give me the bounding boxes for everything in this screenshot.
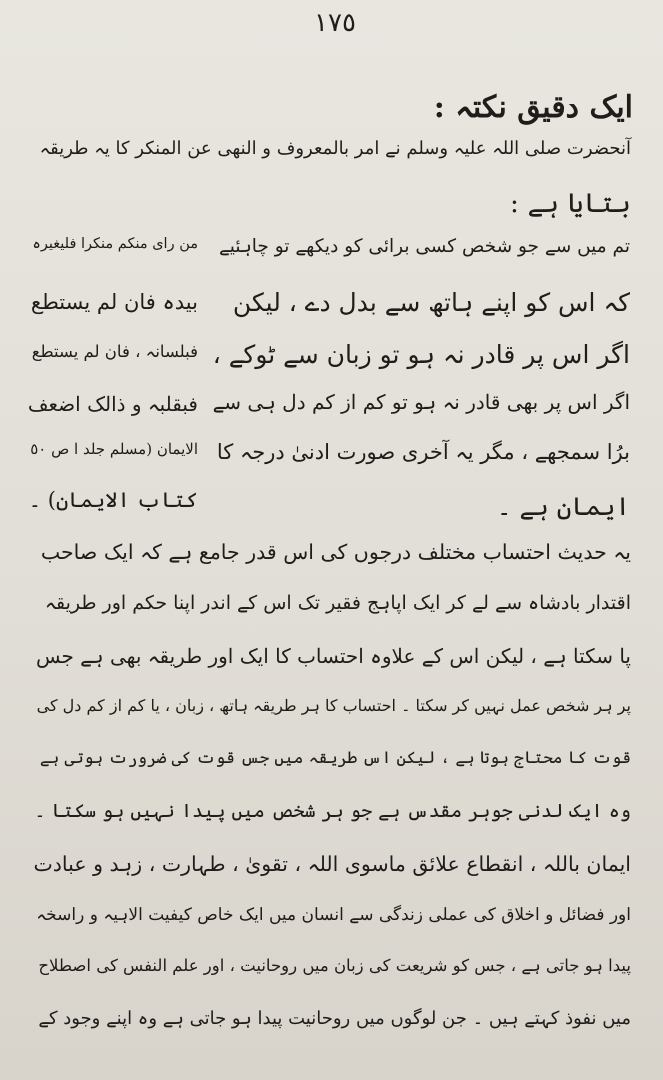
hadith-line: کتاب الایمان) ۔ xyxy=(28,488,198,512)
translation-line: تم میں سے جو شخص کسی برائی کو دیکھے تو چاہئیے xyxy=(218,236,630,257)
translation-line: برُا سمجھے ، مگر یہ آخری صورت ادنیٰ درجہ کا xyxy=(216,440,630,464)
translation-line: ایمان ہے ۔ xyxy=(496,492,630,521)
hadith-line: الایمان (مسلم جلد ا ص ٥٠ xyxy=(30,440,198,458)
body-line: میں نفوذ کہتے ہیں ۔ جن لوگوں میں روحانیت پیدا ہو جاتی ہے وہ اپنے وجود کے xyxy=(38,1008,631,1029)
translation-line: اگر اس پر قادر نہ ہو تو زبان سے ٹوکے ، xyxy=(212,340,630,369)
body-line: قوت کا محتاج ہوتا ہے ، لیکن اس طریقہ میں جس قوت کی ضرورت ہوتی ہے xyxy=(39,748,631,767)
body-line: پا سکتا ہے ، لیکن اس کے علاوہ احتساب کا ایک اور طریقہ بھی ہے جس xyxy=(35,644,631,668)
page-number: ١٧٥ xyxy=(314,8,356,38)
section-heading: ایک دقیق نکتہ : xyxy=(433,90,633,125)
body-line: اقتدار بادشاہ سے لے کر ایک اپاہج فقیر تک اس کے اندر اپنا حکم اور طریقہ xyxy=(44,592,631,614)
hadith-line: فبقلبہ و ذالک اضعف xyxy=(27,392,198,416)
hadith-line: بیدہ فان لم یستطع xyxy=(30,290,198,314)
intro-line: آنحضرت صلی اللہ علیہ وسلم نے امر بالمعروف و النھی عن المنکر کا یہ طریقہ xyxy=(39,138,631,159)
body-line: پر ہر شخص عمل نہیں کر سکتا ۔ احتساب کا ہر طریقہ ہاتھ ، زبان ، یا کم از کم دل کی xyxy=(36,696,631,715)
hadith-line: من رای منکم منکرا فلیغیرہ xyxy=(32,236,198,252)
body-line: اور فضائل و اخلاق کی عملی زندگی سے انسان میں ایک خاص کیفیت الاہیہ و راسخہ xyxy=(36,905,631,925)
hadith-line: فبلسانہ ، فان لم یستطع xyxy=(31,342,198,361)
translation-line: کہ اس کو اپنے ہاتھ سے بدل دے ، لیکن xyxy=(232,288,630,317)
intro-line: بتایا ہے : xyxy=(509,188,631,219)
body-line: ایمان باللہ ، انقطاع علائق ماسوی اللہ ، تقویٰ ، طہارت ، زہد و عبادت xyxy=(33,852,631,876)
body-line: پیدا ہو جاتی ہے ، جس کو شریعت کی زبان میں روحانیت ، اور علم النفس کی اصطلاح xyxy=(38,956,631,975)
body-line: یہ حدیث احتساب مختلف درجوں کی اس قدر جامع ہے کہ ایک صاحب xyxy=(40,540,631,564)
translation-line: اگر اس پر بھی قادر نہ ہو تو کم از کم دل ہی سے xyxy=(212,390,630,414)
body-line: وہ ایک لدنی جوہر مقدس ہے جو ہر شخص میں پیدا نہیں ہو سکتا ۔ xyxy=(34,800,631,822)
